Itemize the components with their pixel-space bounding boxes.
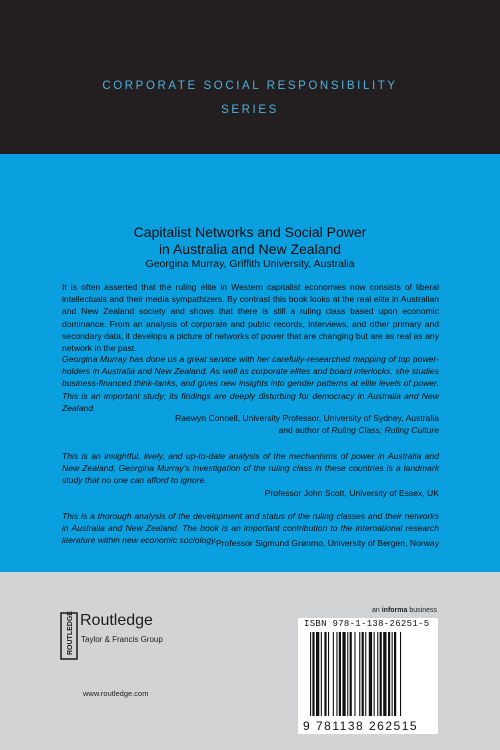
barcode-bar	[342, 632, 345, 716]
barcode-bar	[388, 632, 390, 716]
barcode-icon	[310, 632, 432, 718]
blurb-paragraph: It is often asserted that the ruling elite in Western capitalist economies now consists of liberal intellectuals and their media sympathizers. By contrast this book looks at the real elite in Australian and New Zealand society and shows that there is still a ruling class based upon economic dominance. From an analysis of corporate and public records, interviews, and other primary and secondary data, it develops a picture of networks of power that are changing but are as real as any network in the past.	[62, 282, 439, 354]
review-quote-2: This is an insightful, lively, and up-to-date analysis of the mechanisms of power in Australia and New Zealand. Georgina Murray's investigation of the ruling class in these countries is a landmark study that no one can afford to ignore.	[62, 451, 439, 486]
barcode-bar	[359, 632, 360, 716]
routledge-logo-icon	[60, 611, 78, 661]
barcode-bar	[400, 632, 401, 716]
review-attribution-1-line1: Raewyn Connell, University Professor, University of Sydney, Australia	[175, 413, 439, 423]
barcode-bar	[374, 632, 375, 716]
book-title-line1: Capitalist Networks and Social Power	[133, 224, 367, 240]
informa-brand: informa	[381, 607, 408, 614]
publisher-group: Taylor & Francis Group	[81, 635, 163, 644]
barcode-bar	[380, 632, 382, 716]
book-author: Georgina Murray, Griffith University, Australia	[145, 258, 355, 270]
isbn-label: ISBN 978-1-138-26251-5	[304, 619, 430, 629]
book-title	[0, 224, 500, 258]
barcode-bar	[362, 632, 364, 716]
review-attribution-1-book: Ruling Class; Ruling Culture	[331, 425, 439, 436]
barcode-bar	[365, 632, 366, 716]
barcode-bar	[321, 632, 322, 716]
review-attribution-1-line2	[62, 424, 439, 436]
barcode-bar	[383, 632, 386, 716]
barcode-bar	[369, 632, 372, 716]
barcode-bar	[377, 632, 378, 716]
barcode-bar	[350, 632, 352, 716]
barcode-bar	[392, 632, 393, 716]
review-attribution-2: Professor John Scott, University of Essex, UK	[264, 488, 439, 498]
review-quote-3: This is a thorough analysis of the development and status of the ruling classes and their networks in Australia and New Zealand. The book is an important contribution to the international research literature within new economic sociology.	[62, 511, 439, 546]
description-panel	[0, 154, 500, 572]
barcode-bar	[310, 632, 311, 716]
review-attribution-1-prefix: and author of	[278, 425, 332, 436]
informa-prefix: an	[372, 607, 382, 614]
barcode-bar	[328, 632, 329, 716]
series-subtitle: SERIES	[221, 104, 279, 116]
review-attribution-1	[62, 412, 439, 436]
barcode-bar	[324, 632, 326, 716]
barcode-bar	[336, 632, 337, 716]
publisher-name: Routledge	[80, 612, 153, 629]
series-band	[0, 0, 500, 154]
series-title: CORPORATE SOCIAL RESPONSIBILITY	[102, 80, 398, 92]
informa-suffix: business	[407, 607, 437, 614]
book-title-line2: in Australia and New Zealand	[158, 241, 342, 257]
barcode-bar	[312, 632, 314, 716]
barcode-bar	[333, 632, 334, 716]
publisher-footer	[0, 572, 500, 750]
barcode-digits: 9 781138 262515	[303, 719, 419, 733]
barcode-bar	[347, 632, 348, 716]
publisher-url: www.routledge.com	[83, 689, 149, 698]
review-attribution-3: Professor Sigmund Grønmo, University of Bergen, Norway	[215, 538, 439, 548]
review-quote-1: Georgina Murray has done us a great service with her carefully-researched mapping of top power-holders in Australia and New Zealand. As well as corporate elites and board interlocks, she studies business-financed think-tanks, and gives new insights into gender patterns at elite levels of power. This is an important study; its findings are deeply disturbing for democracy in Australia and New Zealand.	[62, 354, 439, 413]
barcode-bar	[394, 632, 396, 716]
barcode-bar	[339, 632, 341, 716]
barcode-bar	[316, 632, 319, 716]
informa-business-text	[372, 607, 437, 614]
barcode-bar	[354, 632, 355, 716]
svg-text:ROUTLEDGE: ROUTLEDGE	[67, 611, 74, 655]
